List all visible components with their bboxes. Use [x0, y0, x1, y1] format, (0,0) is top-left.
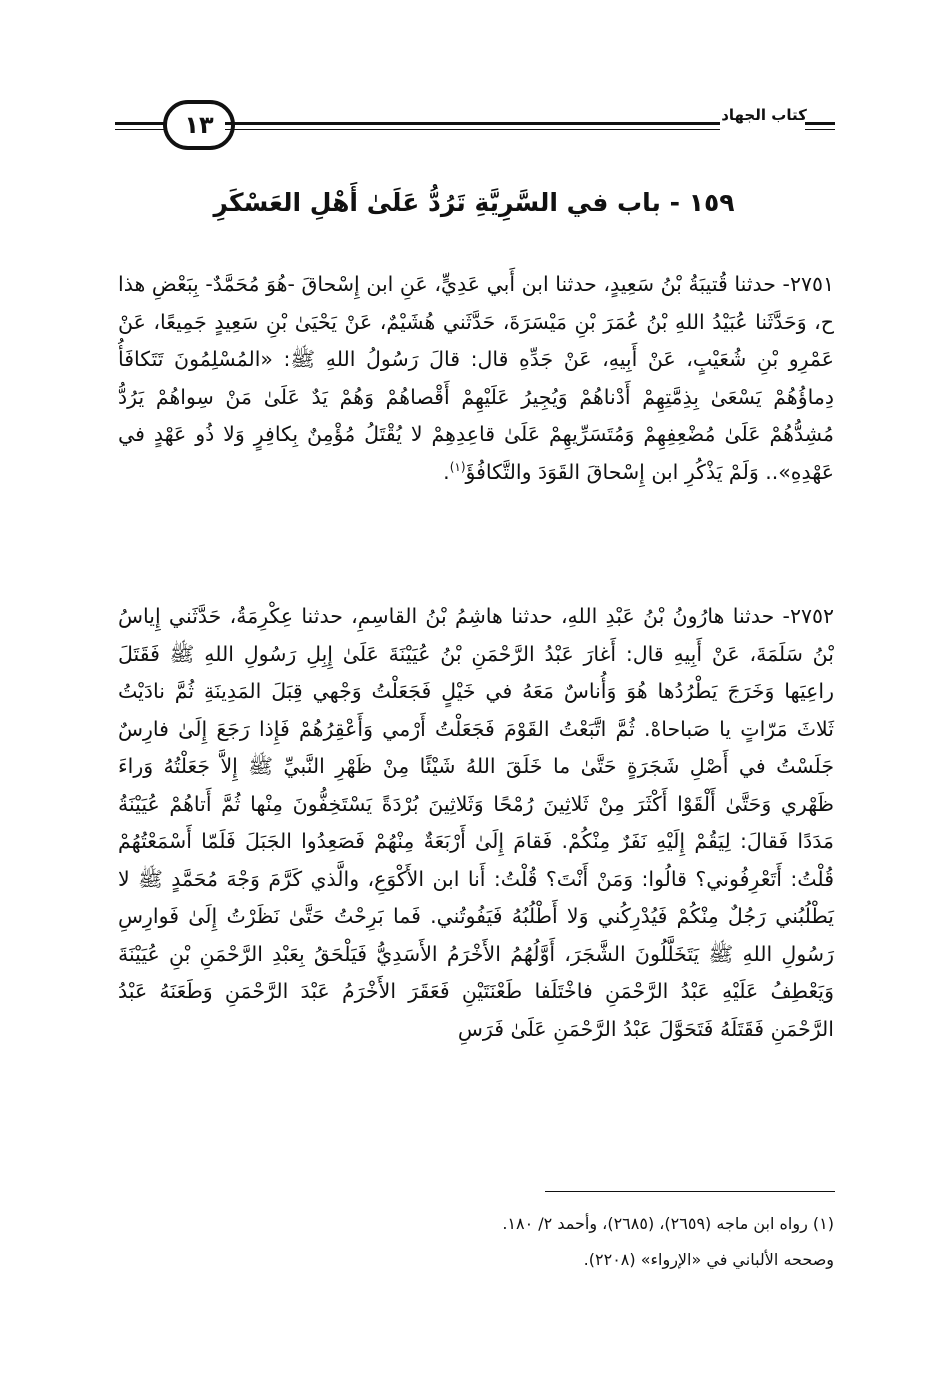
hadith-text: ٢٧٥١- حدثنا قُتيبَةُ بْنُ سَعِيدٍ، حدثنا ابن أَبي عَدِيٍّ، عَنِ ابن إِسْحاقَ -هُوَ مُحَمَّدٌ- بِبَعْضِ هذا ح، وَحَدَّثَنا عُبَيْدُ اللهِ بْنُ عُمَرَ بْنِ مَيْسَرَةَ، حَدَّثَني هُشَيْمٌ، عَنْ يَحْيَىٰ بْنِ سَعِيدٍ جَمِيعًا، عَنْ عَمْرِو بْنِ شُعَيْبٍ، عَنْ أَبِيهِ، عَنْ جَدِّهِ قال: قالَ رَسُولُ اللهِ ﷺ: «المُسْلِمُونَ تَتَكافَأُ دِماؤُهُمْ يَسْعَىٰ بِذِمَّتِهِمْ أَدْناهُمْ وَيُجِيرُ عَلَيْهِمْ أَقْصاهُمْ وَهُمْ يَدٌ عَلَىٰ مَنْ سِواهُمْ يَرُدُّ مُشِدُّهُمْ عَلَىٰ مُضْعِفِهِمْ وَمُتَسَرِّيهِمْ عَلَىٰ قاعِدِهِمْ لا يُقْتَلُ مُؤْمِنٌ بِكافِرٍ وَلا ذُو عَهْدٍ في عَهْدِهِ».. وَلَمْ يَذْكُرِ ابن إِسْحاقَ القَوَدَ والتَّكافُؤَ [118, 272, 834, 484]
header-rule-right [805, 122, 835, 130]
footnote-line: (١) رواه ابن ماجه (٢٦٥٩)، (٢٦٨٥)، وأحمد ٢/ ١٨٠. [502, 1214, 834, 1233]
footnotes [300, 1206, 834, 1278]
chapter-title: ١٥٩ - باب في السَّرِيَّةِ تَرُدُّ عَلَىٰ أَهْلِ العَسْكَرِ [213, 188, 735, 217]
hadith-text: ٢٧٥٢- حدثنا هارُونُ بْنُ عَبْدِ اللهِ، حدثنا هاشِمُ بْنُ القاسِمِ، حدثنا عِكْرِمَةُ، حَدَّثَني إِياسُ بْنُ سَلَمَةَ، عَنْ أَبِيهِ قال: أَغارَ عَبْدُ الرَّحْمَنِ بْنُ عُيَيْنَةَ عَلَىٰ إِبِلِ رَسُولِ اللهِ ﷺ فَقَتَلَ راعِيَها وَخَرَجَ يَطْرُدُها هُوَ وَأُناسٌ مَعَهُ في خَيْلٍ فَجَعَلْتُ وَجْهي قِبَلَ المَدِينَةِ ثُمَّ نادَيْتُ ثَلاثَ مَرّاتٍ يا صَباحاهْ. ثُمَّ اتَّبَعْتُ القَوْمَ فَجَعَلْتُ أَرْمي وَأَعْقِرُهُمْ فَإِذا رَجَعَ إِلَىٰ فارِسٌ جَلَسْتُ في أَصْلِ شَجَرَةٍ حَتَّىٰ ما خَلَقَ اللهُ شَيْئًا مِنْ ظَهْرِ النَّبيِّ ﷺ إِلاَّ جَعَلْتُهُ وَراءَ ظَهْري وَحَتَّىٰ أَلْقَوْا أَكْثَرَ مِنْ ثَلاثِينَ رُمْحًا وَثَلاثِينَ بُرْدَةً يَسْتَخِفُّونَ مِنْها ثُمَّ أَتاهُمْ عُيَيْنَةُ مَدَدًا فَقالَ: لِيَقُمْ إِلَيْهِ نَفَرٌ مِنْكُمْ. فَقامَ إِلَىٰ أَرْبَعَةٌ مِنْهُمْ فَصَعِدُوا الجَبَلَ فَلَمّا أَسْمَعْتُهُمْ قُلْتُ: أَتَعْرِفُوني؟ قالُوا: وَمَنْ أَنْتَ؟ قُلْتُ: أَنا ابن الأَكْوَعِ، والَّذي كَرَّمَ وَجْهَ مُحَمَّدٍ ﷺ لا يَطْلُبُني رَجُلٌ مِنْكُمْ فَيُدْرِكُني وَلا أَطْلُبُهُ فَيَفُوتُني. فَما بَرِحْتُ حَتَّىٰ نَظَرْتُ إِلَىٰ فَوارِسِ رَسُولِ اللهِ ﷺ يَتَخَلَّلُونَ الشَّجَرَ، أَوَّلُهُمُ الأَخْرَمُ الأَسَدِيُّ فَيَلْحَقُ بِعَبْدِ الرَّحْمَنِ بْنِ عُيَيْنَةَ وَيَعْطِفُ عَلَيْهِ عَبْدُ الرَّحْمَنِ فاخْتَلَفا طَعْنَتَيْنِ فَعَقَرَ الأَخْرَمُ عَبْدَ الرَّحْمَنِ وَطَعَنَهُ عَبْدُ الرَّحْمَنِ فَقَتَلَهُ فَتَحَوَّلَ عَبْدُ الرَّحْمَنِ عَلَىٰ فَرَسِ [118, 604, 834, 1041]
hadith-paragraph [118, 598, 834, 1048]
running-head: كتاب الجهاد [721, 106, 807, 124]
header-rule-middle [225, 122, 720, 130]
hadith-ending: . [443, 459, 450, 484]
footnote-separator [545, 1191, 835, 1192]
page-number: ١٣ [184, 111, 214, 139]
footnote-marker: (١) [449, 459, 466, 474]
footnote-line: وصححه الألباني في «الإرواء» (٢٢٠٨). [583, 1250, 834, 1269]
page-header [115, 100, 835, 160]
hadith-paragraph [118, 266, 834, 491]
